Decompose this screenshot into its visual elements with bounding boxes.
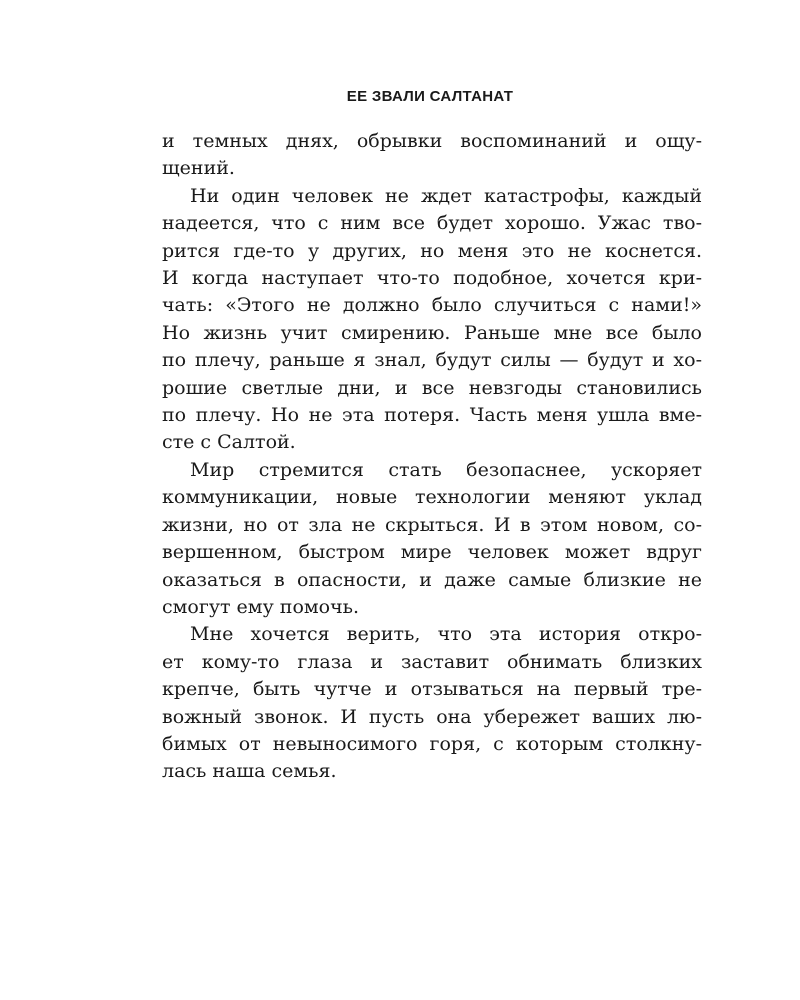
text-line: бимых от невыносимого горя, с которым столкну-	[162, 732, 702, 755]
text-line: Мне хочется верить, что эта история откро-	[190, 623, 702, 646]
text-line: вершенном, быстром мире человек может вдруг	[162, 541, 702, 564]
text-line: коммуникации, новые технологии меняют уклад	[162, 486, 702, 509]
text-line: по плечу. Но не эта потеря. Часть меня ушла вме-	[162, 404, 702, 427]
text-line: Мир стремится стать безопаснее, ускоряет	[190, 458, 702, 481]
body-text	[162, 128, 702, 786]
text-line: лась наша семья.	[162, 760, 337, 783]
text-line: по плечу, раньше я знал, будут силы — будут и хо-	[162, 349, 702, 372]
text-line: ет кому-то глаза и заставит обнимать близких	[162, 650, 702, 673]
text-line: чать: «Этого не должно было случиться с нами!»	[162, 294, 702, 317]
text-line: Но жизнь учит смирению. Раньше мне все было	[162, 321, 702, 344]
text-line: сте с Салтой.	[162, 431, 296, 454]
text-line: смогут ему помочь.	[162, 595, 360, 618]
text-line: рится где-то у других, но меня это не коснется.	[162, 239, 702, 262]
text-line: Ни один человек не ждет катастрофы, каждый	[190, 184, 702, 207]
text-line: надеется, что с ним все будет хорошо. Ужас тво-	[162, 212, 702, 235]
text-line: щений.	[162, 157, 235, 180]
text-line: вожный звонок. И пусть она убережет ваших лю-	[162, 705, 702, 728]
text-line: И когда наступает что-то подобное, хочется кри-	[162, 267, 702, 290]
text-line: и темных днях, обрывки воспоминаний и ощу-	[162, 130, 702, 152]
text-line: оказаться в опасности, и даже самые близкие не	[162, 568, 702, 591]
text-line: рошие светлые дни, и все невзгоды становились	[162, 376, 702, 399]
text-line: крепче, быть чутче и отзываться на первый тре-	[162, 678, 702, 701]
text-line: жизни, но от зла не скрыться. И в этом новом, со-	[162, 513, 702, 536]
running-head: ЕЕ ЗВАЛИ САЛТАНАТ	[346, 88, 514, 105]
